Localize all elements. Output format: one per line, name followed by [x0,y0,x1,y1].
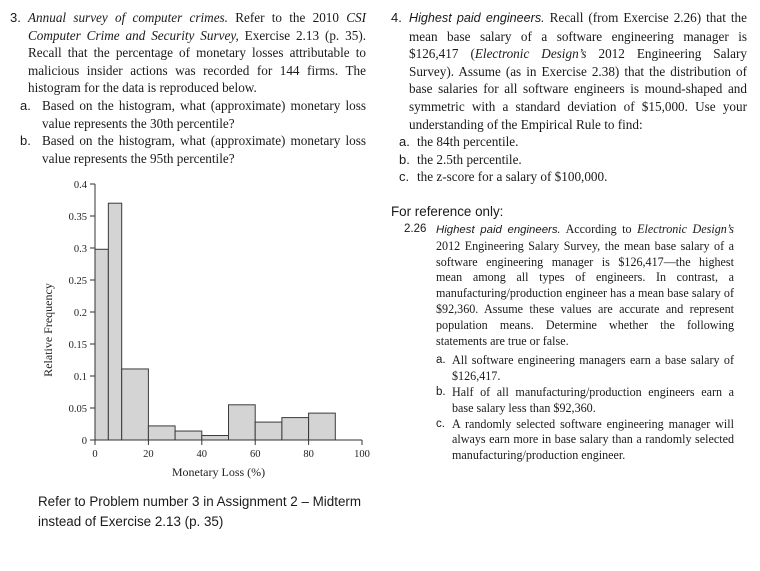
y-tick-label: 0.2 [73,308,87,319]
problem-3-number: 3. [10,10,21,25]
y-tick-label: 0.3 [73,244,87,255]
part-text: All software engineering managers earn a base salary of $126,417. [452,353,734,384]
reference-part-a [404,353,734,385]
reference-text-b: 2012 Engineering Salary Survey, the mean base salary of a software engineering manager is $126,417—the highest mean among all types of engineers. In contrast, a manufacturing/production engineer has a mean base salary of $92,360. Assume these values are accurate and represent population means. Determine whether the following statements are true or false. [436,238,734,348]
histogram-bar [282,418,309,440]
part-text: A randomly selected software engineering manager will always earn more in base salary than a randomly selected manufacturing/production engineer. [452,416,734,463]
part-label: c. [399,169,410,185]
problem-3-statement [28,9,366,97]
x-axis-title: Monetary Loss (%) [171,465,266,479]
y-tick-label: 0 [81,436,87,447]
y-tick-label: 0.35 [68,212,87,223]
problem-3-part-a [10,97,366,132]
note-line-2: instead of Exercise 2.13 (p. 35) [38,514,224,529]
part-text: the 2.5th percentile. [417,151,522,167]
problem-4-number: 4. [391,10,402,25]
x-tick-label: 60 [249,449,261,460]
note-line-1: Refer to Problem number 3 in Assignment 2 – Midterm [38,494,362,509]
histogram-bar [202,436,229,440]
reference-exercise [404,222,734,464]
histogram-bar [95,249,108,440]
problem-4-title: Highest paid engineers. [409,11,545,25]
part-label: a. [436,354,446,367]
problem-4-part-c [391,168,747,186]
reference-part-b [404,385,734,417]
histogram-bar [255,422,282,440]
part-label: b. [436,385,446,398]
y-tick-label: 0.1 [73,372,87,383]
reference-title: Highest paid engineers. [436,224,561,236]
problem-3-survey-name: CSI Computer Crime and Security Survey, [28,10,367,43]
part-label: b. [20,133,31,149]
problem-4 [391,9,747,186]
problem-4-statement [409,9,747,133]
y-tick-label: 0.05 [68,404,87,415]
part-text: Based on the histogram, what (approximate) monetary loss value represents the 95th percentile? [42,133,366,166]
y-tick-label: 0.15 [68,340,87,351]
histogram-bar [122,369,149,440]
part-text: the z-score for a salary of $100,000. [417,169,608,185]
problem-4-text-b: 2012 Engineering Salary Survey). Assume (as in Exercise 2.38) that the distribution of base salaries for all software engineers is mound-shaped and symmetric with a standard deviation of $15,000. Use your understanding of the Empirical Rule to find: [409,46,747,132]
problem-3-intro-a: Refer to the 2010 [235,10,339,25]
part-label: b. [399,151,410,167]
part-label: a. [399,134,410,150]
reference-number: 2.26 [404,223,427,235]
part-text: the 84th percentile. [417,134,519,150]
reference-source: Electronic Design’s [637,222,734,236]
problem-3 [10,9,366,167]
x-tick-label: 80 [303,449,314,460]
reference-heading: For reference only: [391,204,504,219]
reference-part-c [404,417,734,464]
part-label: a. [20,97,31,113]
y-axis-title: Relative Frequency [41,283,55,377]
histogram-bar [148,426,175,440]
part-text: Half of all manufacturing/production engineers earn a base salary less than $92,360. [452,384,734,415]
x-tick-label: 100 [354,449,370,460]
problem-4-text-a: Recall (from Exercise 2.26) that the mean base salary of a software engineering manager is $126,417 ( [409,10,748,62]
part-text: Based on the histogram, what (approximate) monetary loss value represents the 30th percentile? [42,97,366,131]
reference-statement [436,222,734,349]
histogram-bar [229,405,256,440]
histogram-bar [175,431,202,440]
y-tick-label: 0.25 [68,276,87,287]
problem-3-part-b [10,132,366,167]
x-tick-label: 20 [143,449,154,460]
x-tick-label: 0 [92,449,98,460]
reference-note [38,492,383,532]
problem-4-part-a [391,133,747,151]
histogram-chart [40,172,380,487]
problem-4-source: Electronic Design’s [474,46,587,62]
histogram-bar [108,203,121,440]
x-tick-label: 40 [196,449,208,460]
y-tick-label: 0.4 [73,180,87,191]
part-label: c. [436,417,445,430]
reference-text-a: According to [565,222,632,236]
problem-4-part-b [391,151,747,169]
problem-3-intro-b: Exercise 2.13 (p. 35). Recall that the percentage of monetary losses attributable to malicious insider actions was recorded for 144 firms. The histogram for the data is reproduced below. [28,27,367,96]
histogram-bar [309,413,336,440]
problem-3-title: Annual survey of computer crimes. [28,10,228,25]
